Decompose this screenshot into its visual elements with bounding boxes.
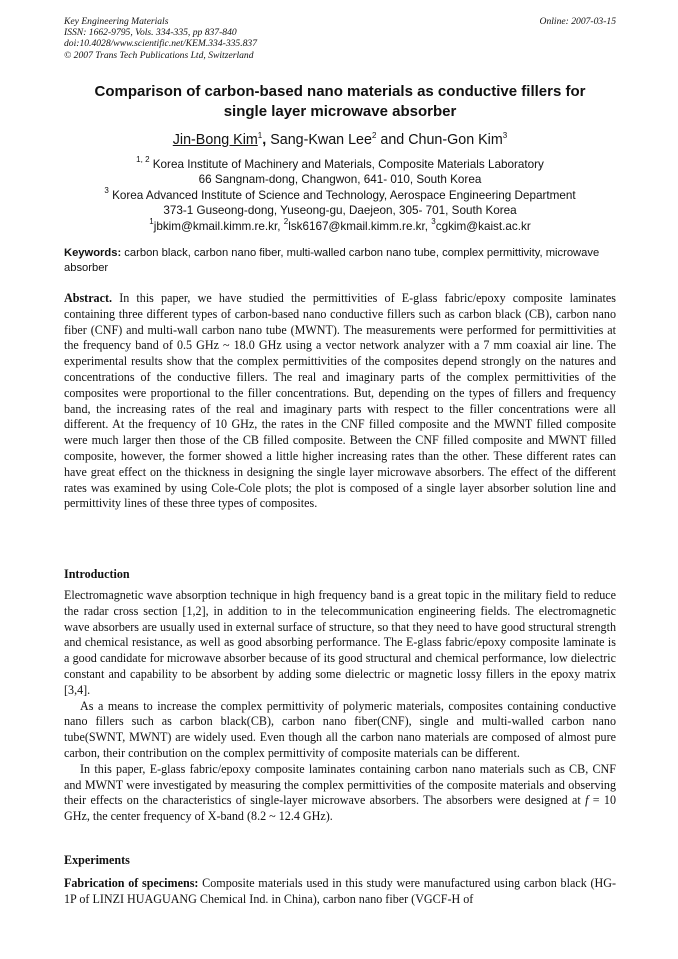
- author-2-sup: 2: [371, 131, 377, 140]
- affiliations: [64, 157, 616, 234]
- frequency-symbol: f: [585, 793, 589, 808]
- copyright-line: © 2007 Trans Tech Publications Ltd, Switzerland: [64, 49, 254, 61]
- affiliation-3-sup: 3: [104, 185, 109, 195]
- abstract-label: Abstract.: [64, 291, 113, 305]
- email-1-sup: 1: [149, 216, 154, 226]
- keywords: [64, 246, 616, 275]
- paper-title: [64, 82, 616, 121]
- email-3: cgkim@kaist.ac.kr: [435, 219, 531, 233]
- title-line-1: Comparison of carbon-based nano materials as conductive fillers for: [94, 83, 586, 100]
- keywords-label: Keywords:: [64, 247, 122, 259]
- experiments-heading: Experiments: [64, 853, 130, 867]
- fabrication-section: [64, 876, 616, 908]
- author-1: Jin-Bong Kim: [172, 132, 258, 148]
- intro-paragraph-1: Electromagnetic wave absorption technique in high frequency band is a great topic in the military field to reduce the radar cross section [1,2], in addition to in the telecommunication engineering fields. The electromagnetic wave absorbers are usually used in external surface of structure, so that they need to have good structural strength and chemical resistance, as well as good absorbing performance. The E-glass fabric/epoxy composite laminate is a good candidate for microwave absorber because of its good structural and chemical performance, low dielectric constant and capability to be absorbent by adding some dielectric or magnetic lossy fillers in the epoxy matrix [3,4].: [64, 588, 616, 697]
- email-2-sup: 2: [283, 216, 289, 226]
- doi-line: doi:10.4028/www.scientific.net/KEM.334-335.837: [64, 38, 258, 50]
- affiliation-1-text: Korea Institute of Machinery and Materials, Composite Materials Laboratory: [149, 158, 544, 171]
- affiliation-line-4: 373-1 Guseong-dong, Yuseong-gu, Daejeon, 305- 701, South Korea: [163, 204, 517, 218]
- abstract-text: In this paper, we have studied the permittivities of E-glass fabric/epoxy composite laminates containing three different types of carbon-based nano conductive fillers such as carbon black (CB), carbon nano fiber (CNF) and multi-wall carbon nano tube (MWNT). The measurements were performed for permittivities at the frequency band of 0.5 GHz ~ 18.0 GHz using a vector network analyzer with a 7 mm coaxial air line. The experimental results show that the complex permittivities of the composites depend strongly on the natures and concentrations of the conductive fillers. The real and imaginary parts of the complex permittivities of the composites were proportional to the filler concentrations. But, depending on the types of fillers and frequency band, the increasing rates of the real and imaginary parts with respect to the filler concentrations were all different. At the frequency of 10 GHz, the rates in the CNF filled composite and the MWNT filled composite were much larger then those of the CB filled composite. Between the CNF filled composite and MWNT filled composite, however, the former showed a little higher increasing rates than the other. These different rates can have great effect on the thickness in designing the single layer microwave absorbers. The effect of the different rates was examined by using Cole-Cole plots; the plot is composed of a single layer absorber solution line and permittivity lines of these three types of composites.: [64, 291, 616, 511]
- fabrication-text: Composite materials used in this study were manufactured using carbon black (HG-1P of LINZI HUAGUANG Chemical Ind. in China), carbon nano fiber (VGCF-H of: [64, 876, 616, 906]
- email-1: jbkim@kmail.kimm.re.kr,: [153, 219, 284, 233]
- author-1-sup: 1: [257, 131, 263, 140]
- author-list: [64, 131, 616, 149]
- abstract: [64, 291, 616, 512]
- affiliation-line-3: [64, 185, 616, 203]
- author-2: Sang-Kwan Lee: [266, 132, 372, 148]
- intro-paragraph-2: As a means to increase the complex permittivity of polymeric materials, composites containing conductive nano fillers such as carbon black(CB), carbon nano fiber(CNF), single and multi-walled carbon nano tube(SWNT, MWNT) are widely used. Even though all the carbon nano materials are composed of almost pure carbon, their contribution on the complex permittivity of composite materials can be different.: [64, 698, 616, 760]
- affiliation-line-1: [64, 157, 616, 172]
- affiliation-line-2: 66 Sangnam-dong, Changwon, 641- 010, South Korea: [198, 173, 482, 187]
- title-line-2: single layer microwave absorber: [223, 102, 457, 120]
- issn-line: ISSN: 1662-9795, Vols. 334-335, pp 837-840: [64, 27, 237, 39]
- author-3: and Chun-Gon Kim: [376, 132, 503, 148]
- online-date: Online: 2007-03-15: [539, 16, 616, 27]
- intro-paragraph-3: [64, 762, 616, 825]
- introduction-heading: Introduction: [64, 567, 130, 581]
- affiliation-1-sup: 1, 2: [136, 155, 150, 164]
- journal-header: [64, 16, 616, 61]
- fabrication-paragraph: [64, 876, 616, 908]
- intro-p3-text-b: = 10 GHz, the center frequency of X-band (8.2 ~ 12.4 GHz).: [64, 793, 616, 824]
- intro-p3-text-a: In this paper, E-glass fabric/epoxy composite laminates containing carbon nano materials such as CB, CNF and MWNT were investigated by measuring the complex permittivities of the composite materials and observing their effects on the characteristics of single-layer microwave absorbers. The absorbers were designed at: [64, 761, 616, 808]
- abstract-paragraph: [64, 291, 616, 512]
- email-3-sup: 3: [431, 216, 436, 226]
- introduction-body: [64, 588, 616, 825]
- author-comma: ,: [262, 132, 267, 148]
- affiliation-3-text: Korea Advanced Institute of Science and Technology, Aerospace Engineering Department: [108, 188, 576, 202]
- fabrication-label: Fabrication of specimens:: [64, 876, 199, 890]
- keywords-text: carbon black, carbon nano fiber, multi-walled carbon nano tube, complex permittivity, microwave absorber: [64, 247, 600, 274]
- journal-name: Key Engineering Materials: [64, 16, 169, 27]
- email-line: [64, 216, 616, 234]
- author-3-sup: 3: [502, 131, 508, 140]
- email-2: lsk6167@kmail.kimm.re.kr,: [288, 219, 432, 233]
